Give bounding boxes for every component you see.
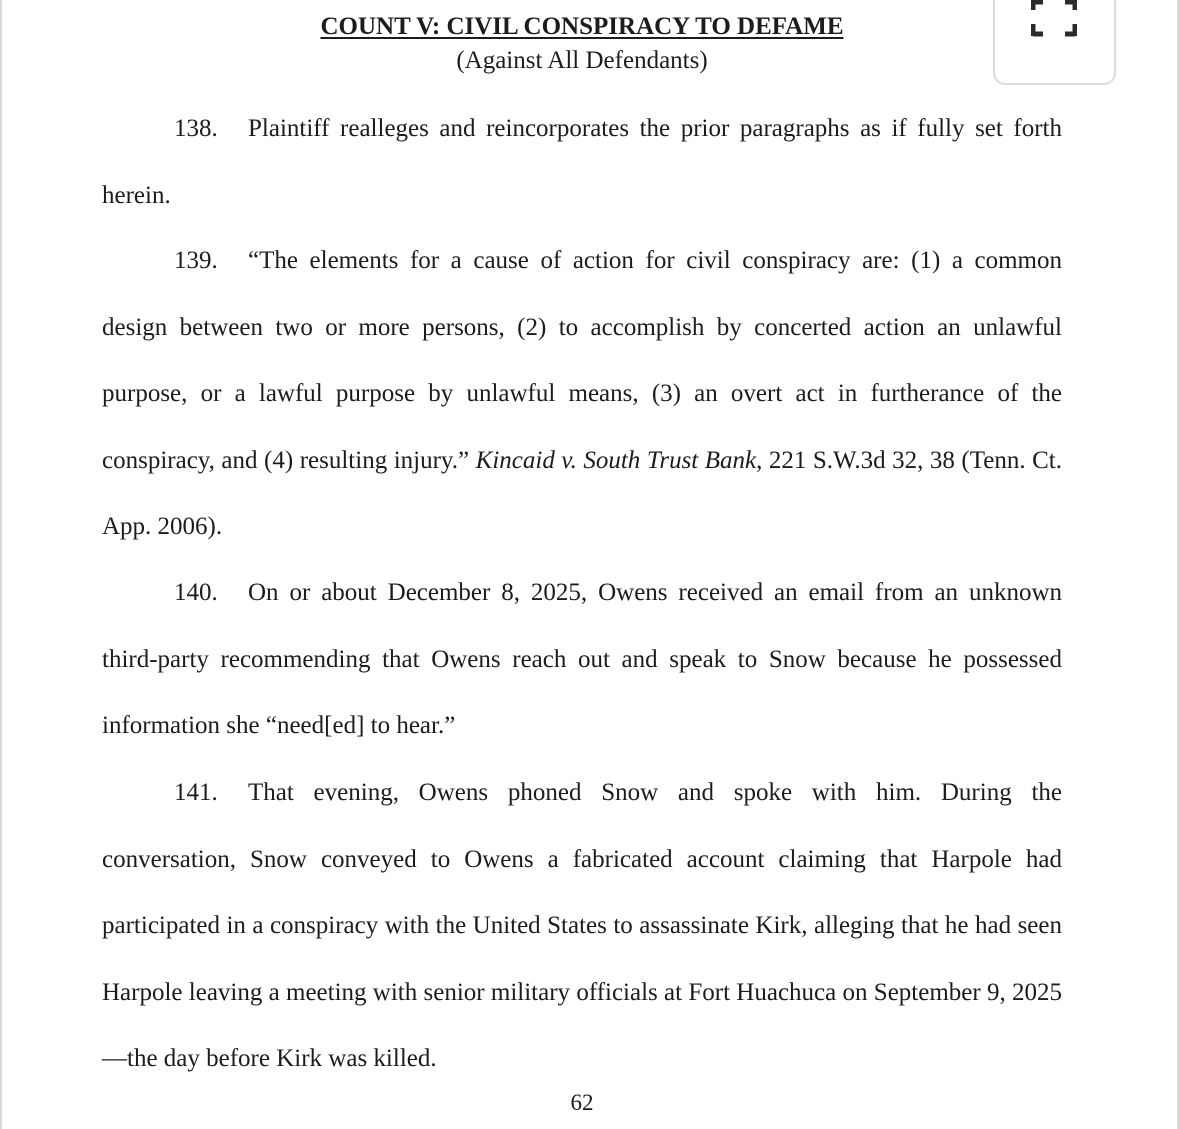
paragraph-number: 139. xyxy=(174,247,218,274)
paragraph-140 xyxy=(102,560,1062,760)
paragraph-138 xyxy=(102,96,1062,229)
paragraph-number: 140. xyxy=(174,579,218,606)
page-number: 62 xyxy=(570,1090,594,1115)
paragraph-number: 138. xyxy=(174,115,218,142)
paragraph-text: Plaintiff realleges and reincorporates the prior paragraphs as if fully set forth herein. xyxy=(102,115,1062,209)
fullscreen-expand-icon xyxy=(1031,0,1077,38)
citation-reporter: , 221 S.W.3d 32, 38 (Tenn. Ct. App. 2006). xyxy=(102,446,1062,540)
fullscreen-expand-button[interactable] xyxy=(993,0,1116,85)
paragraph-139 xyxy=(102,228,1062,561)
paragraph-number: 141. xyxy=(174,779,218,806)
page-left-edge xyxy=(0,0,2,1129)
count-heading: COUNT V: CIVIL CONSPIRACY TO DEFAME xyxy=(320,13,844,40)
paragraph-text: “The elements for a cause of action for civil conspiracy are: (1) a common design between two or more persons, (2) to accomplish by concerted action an unlawful purpose, or a lawful purpose by unlawful means, (3) an overt act in furtherance of the conspiracy, and (4) resulting injury.” xyxy=(102,247,1062,474)
paragraph-text: On or about December 8, 2025, Owens received an email from an unknown third-party recommending that Owens reach out and speak to Snow because he possessed information she “need[ed] to hear.” xyxy=(102,579,1062,739)
count-subheading: (Against All Defendants) xyxy=(456,47,708,74)
paragraph-text: That evening, Owens phoned Snow and spoke with him. During the conversation, Snow conveyed to Owens a fabricated account claiming that Harpole had participated in a conspiracy with the United States to assassinate Kirk, alleging that he had seen Harpole leaving a meeting with senior military officials at Fort Huachuca on September 9, 2025—the day before Kirk was killed. xyxy=(102,779,1062,1072)
paragraph-141 xyxy=(102,760,1062,1093)
case-citation: Kincaid v. South Trust Bank xyxy=(475,446,757,474)
